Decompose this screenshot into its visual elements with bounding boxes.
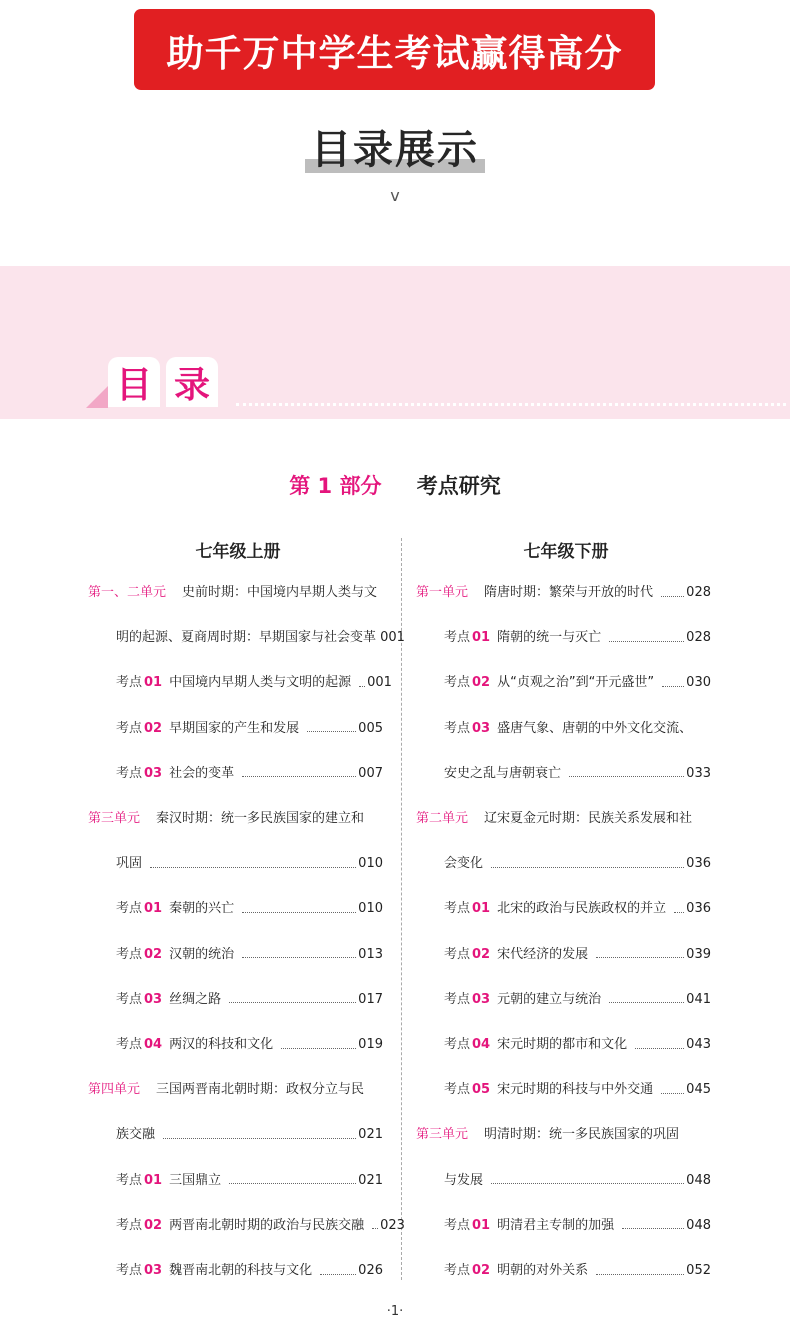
page-number-ref: 052 [686,1263,711,1278]
mulu-char-2: 录 [166,357,218,407]
toc-entry-text: 秦朝的兴亡 [169,901,235,917]
toc-entry [116,717,383,741]
dot-leader [229,1002,356,1003]
kaodian-prefix: 考点 [444,901,471,917]
toc-entry-text: 会变化 [444,856,484,872]
page-number-ref: 010 [358,856,383,872]
toc-entry-text: 三国鼎立 [169,1172,222,1188]
toc-entry-text: 两晋南北朝时期的政治与民族交融 [169,1217,365,1233]
toc-entry-text: 早期国家的产生和发展 [169,720,300,736]
toc-entry [88,581,383,605]
kaodian-prefix: 考点 [444,1037,471,1052]
right-column-title: 七年级下册 [523,542,609,562]
kaodian-number: 03 [144,991,163,1007]
dot-leader [674,912,684,913]
kaodian-prefix: 考点 [116,901,143,917]
dot-leader [596,1274,684,1275]
kaodian-prefix: 考点 [444,1217,471,1233]
dot-leader [229,1183,356,1184]
dot-leader [242,957,356,958]
dot-leader [661,1093,684,1094]
kaodian-prefix: 考点 [116,1172,143,1188]
toc-entry [116,762,383,786]
toc-entry-text: 盛唐气象、唐朝的中外文化交流、 [497,720,693,736]
page-title [305,118,485,175]
dot-leader [163,1138,356,1139]
kaodian-number: 01 [144,1172,163,1188]
page-number-ref: 045 [686,1082,711,1098]
page-number-ref: 036 [686,901,711,917]
toc-entry [444,717,711,741]
page-number-ref: 013 [358,946,383,962]
toc-entry [444,671,711,695]
page-number-ref: 007 [358,765,383,781]
page-title-wrap [0,118,790,175]
promo-banner: 助千万中学生考试赢得高分 [134,9,655,90]
toc-entry [444,988,711,1012]
toc-entry [116,943,383,967]
unit-label: 第一、二单元 [88,585,167,600]
page-title-text: 目录展示 [311,127,479,173]
toc-entry-text: 宋元时期的都市和文化 [497,1037,628,1052]
page-number-ref: 001 [367,675,392,691]
toc-entry-text: 三国两晋南北朝时期：政权分立与民 [156,1082,365,1098]
toc-entry [444,1033,711,1057]
page-number-ref: 021 [358,1172,383,1188]
toc-entry [416,581,711,605]
kaodian-number: 01 [472,901,491,917]
dot-leader [596,957,684,958]
dot-leader [622,1228,684,1229]
toc-entry-text: 北宋的政治与民族政权的并立 [497,901,667,917]
kaodian-number: 04 [144,1037,163,1052]
toc-entry-text: 秦汉时期：统一多民族国家的建立和 [156,811,365,826]
toc-entry [116,1169,383,1193]
page-number-ref: 043 [686,1037,711,1052]
toc-entry [444,1259,711,1283]
page-number-ref: 019 [358,1037,383,1052]
toc-entry [116,897,383,921]
kaodian-number: 02 [144,1217,163,1233]
dot-leader [491,1183,684,1184]
kaodian-prefix: 考点 [116,675,143,691]
kaodian-prefix: 考点 [116,1037,143,1052]
kaodian-number: 03 [472,720,491,736]
section-part: 第 1 部分 [289,474,382,498]
dot-leader [372,1228,378,1229]
toc-entry [116,1123,383,1147]
kaodian-number: 02 [472,946,491,962]
page-number-ref: 026 [358,1263,383,1278]
dot-leader [281,1048,356,1049]
toc-entry [116,671,392,695]
toc-entry-text: 安史之乱与唐朝衰亡 [444,765,562,781]
dot-leader [242,912,356,913]
kaodian-prefix: 考点 [116,765,143,781]
kaodian-number: 03 [144,765,163,781]
unit-label: 第三单元 [416,1127,469,1143]
kaodian-prefix: 考点 [444,630,471,646]
dot-leader [320,1274,356,1275]
page-number-ref: 023 [380,1217,405,1233]
dot-leader [661,596,684,597]
page-number-ref: 048 [686,1217,711,1233]
mulu-char-1: 目 [108,357,160,407]
kaodian-number: 02 [472,675,491,691]
unit-label: 第二单元 [416,811,469,826]
section-heading [0,470,790,500]
unit-label: 第一单元 [416,585,469,600]
toc-entry [116,626,405,650]
page-number-ref: 010 [358,901,383,917]
toc-entry [416,1123,711,1147]
toc-entry [416,807,711,831]
toc-entry-text: 宋元时期的科技与中外交通 [497,1082,654,1098]
kaodian-prefix: 考点 [444,675,471,691]
toc-entry-text: 从“贞观之治”到“开元盛世” [497,675,655,691]
kaodian-number: 02 [144,720,163,736]
toc-entry-text: 汉朝的统治 [169,946,235,962]
page-number-ref: 036 [686,856,711,872]
kaodian-prefix: 考点 [444,1263,471,1278]
toc-entry-text: 隋唐时期：繁荣与开放的时代 [484,585,654,600]
toc-entry-text: 辽宋夏金元时期：民族关系发展和社 [484,811,693,826]
dot-leader [609,1002,684,1003]
kaodian-number: 01 [144,901,163,917]
kaodian-prefix: 考点 [116,946,143,962]
toc-entry [444,1078,711,1102]
toc-entry-text: 中国境内早期人类与文明的起源 [169,675,352,691]
toc-entry-text: 明的起源、夏商周时期：早期国家与社会变革 001 [116,630,405,646]
page-number-ref: 048 [686,1172,711,1188]
page-number-ref: 028 [686,585,711,600]
toc-entry [88,1078,383,1102]
toc-entry-text: 社会的变革 [169,765,235,781]
dot-leader [569,776,684,777]
toc-entry [116,1259,383,1283]
kaodian-prefix: 考点 [444,946,471,962]
dot-leader [609,641,684,642]
page-number-ref: 041 [686,991,711,1007]
kaodian-prefix: 考点 [444,1082,471,1098]
page-number-ref: 028 [686,630,711,646]
dot-leader [359,686,365,687]
page-number-ref: 021 [358,1127,383,1143]
toc-entry-text: 族交融 [116,1127,156,1143]
toc-entry-text: 宋代经济的发展 [497,946,589,962]
dotted-divider [236,403,786,406]
toc-entry [444,762,711,786]
toc-entry-text: 丝绸之路 [169,991,222,1007]
toc-entry [444,1169,711,1193]
toc-entry [116,988,383,1012]
page-number-ref: 030 [686,675,711,691]
toc-entry-text: 与发展 [444,1172,484,1188]
toc-entry [116,1033,383,1057]
kaodian-prefix: 考点 [116,991,143,1007]
kaodian-number: 05 [472,1082,491,1098]
toc-entry-text: 魏晋南北朝的科技与文化 [169,1263,313,1278]
unit-label: 第四单元 [88,1082,141,1098]
toc-entry [444,626,711,650]
unit-label: 第三单元 [88,811,141,826]
toc-entry [88,807,383,831]
page-number-ref: 033 [686,765,711,781]
toc-entry-text: 巩固 [116,856,143,872]
toc-entry [444,852,711,876]
page-number-ref: 017 [358,991,383,1007]
section-name: 考点研究 [416,474,501,498]
toc-entry [444,943,711,967]
toc-entry [116,1214,405,1238]
left-column-title: 七年级上册 [195,542,281,562]
dot-leader [662,686,684,687]
kaodian-number: 04 [472,1037,491,1052]
toc-entry [444,1214,711,1238]
kaodian-prefix: 考点 [116,1263,143,1278]
kaodian-number: 01 [472,1217,491,1233]
kaodian-number: 01 [144,675,163,691]
toc-entry-text: 元朝的建立与统治 [497,991,602,1007]
page-number-ref: 005 [358,720,383,736]
kaodian-number: 02 [472,1263,491,1278]
toc-entry-text: 明清君主专制的加强 [497,1217,615,1233]
kaodian-prefix: 考点 [116,720,143,736]
page-number-ref: 039 [686,946,711,962]
toc-entry [444,897,711,921]
toc-entry-text: 明朝的对外关系 [497,1263,589,1278]
dot-leader [307,731,356,732]
kaodian-prefix: 考点 [116,1217,143,1233]
toc-entry [116,852,383,876]
toc-entry-text: 隋朝的统一与灭亡 [497,630,602,646]
dot-leader [150,867,356,868]
dot-leader [491,867,684,868]
toc-entry-text: 明清时期：统一多民族国家的巩固 [484,1127,680,1143]
chevron-down-icon: v [390,186,400,205]
dot-leader [242,776,356,777]
kaodian-number: 03 [144,1263,163,1278]
kaodian-number: 03 [472,991,491,1007]
kaodian-number: 01 [472,630,491,646]
kaodian-number: 02 [144,946,163,962]
kaodian-prefix: 考点 [444,720,471,736]
toc-entry-text: 史前时期：中国境内早期人类与文 [182,585,378,600]
toc-entry-text: 两汉的科技和文化 [169,1037,274,1052]
kaodian-prefix: 考点 [444,991,471,1007]
dot-leader [635,1048,684,1049]
page-number: ·1· [386,1304,404,1319]
